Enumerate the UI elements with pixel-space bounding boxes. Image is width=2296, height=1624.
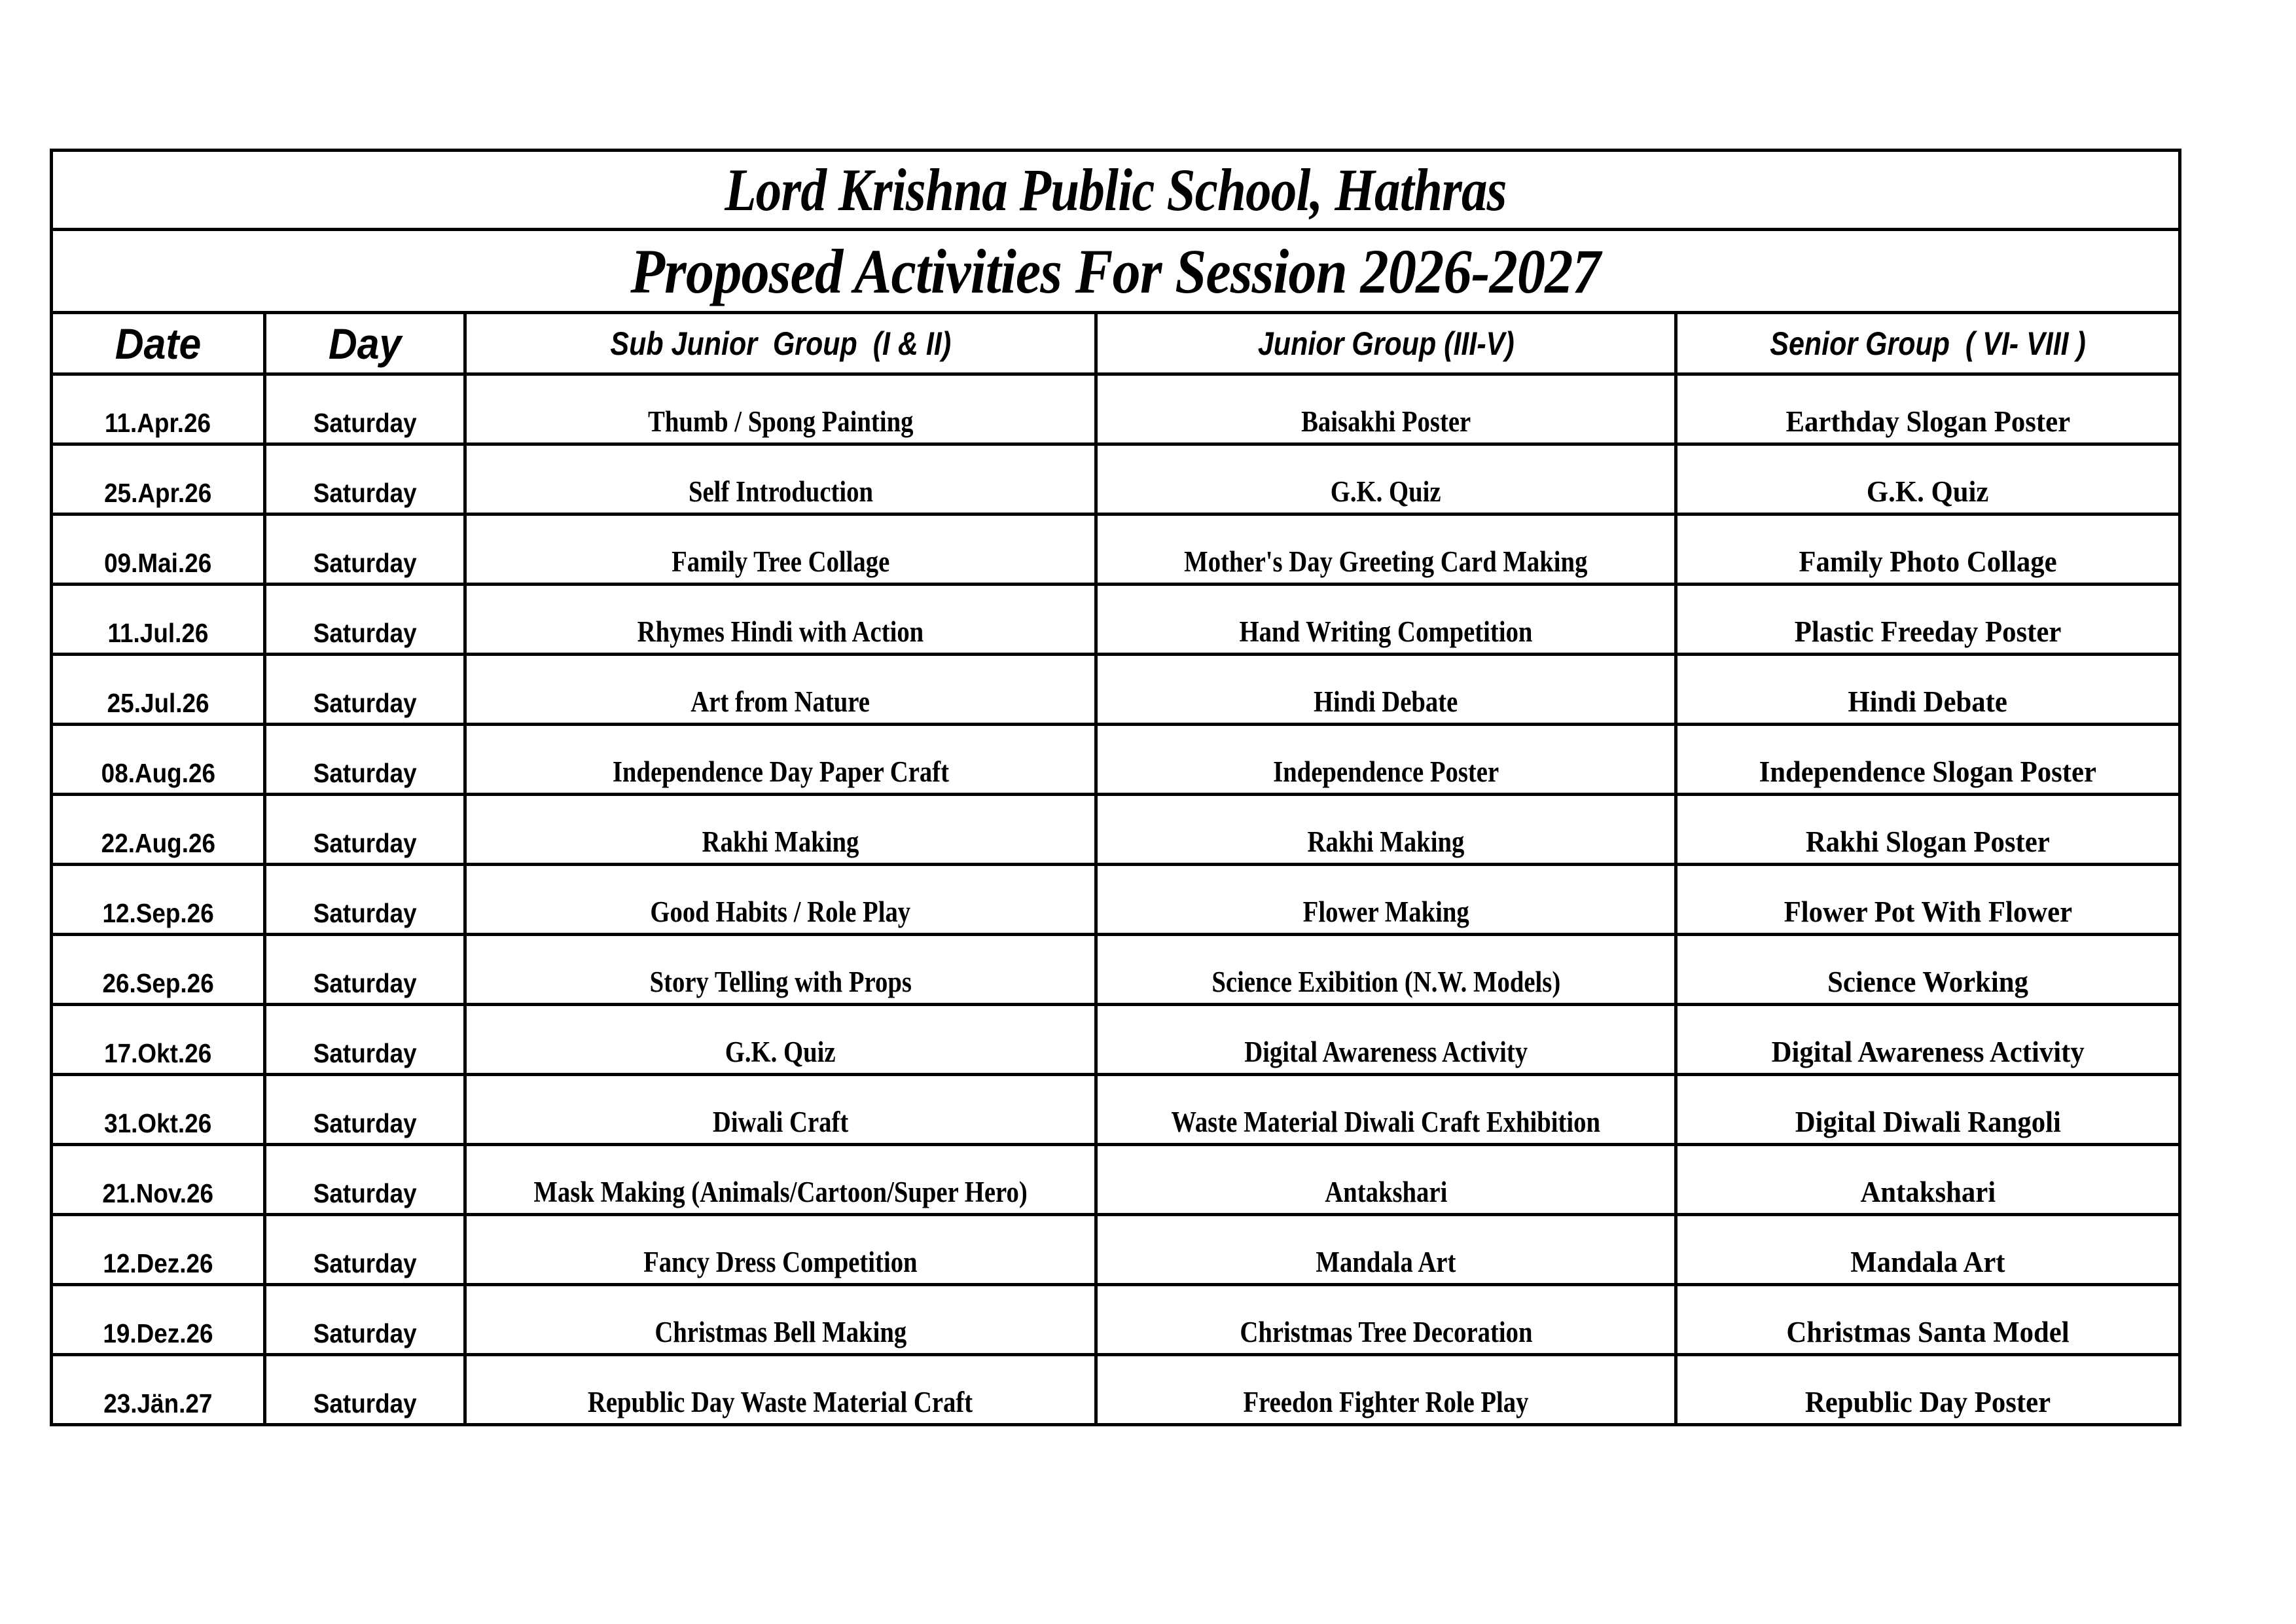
- day-cell: [265, 1285, 465, 1355]
- junior-activity-text: Hand Writing Competition: [1239, 615, 1533, 648]
- table-row: [52, 935, 2180, 1005]
- senior-activity-text: Digital Awareness Activity: [1771, 1036, 2085, 1068]
- senior-activity-text: Independence Slogan Poster: [1759, 755, 2097, 788]
- table-row: [52, 865, 2180, 935]
- sub-junior-activity-cell: [465, 1075, 1096, 1145]
- sub-junior-activity-cell: [465, 795, 1096, 865]
- sub-junior-activity-text: Art from Nature: [691, 685, 870, 718]
- day-cell: [265, 1355, 465, 1425]
- header-junior: [1096, 313, 1676, 374]
- day-cell: [265, 1145, 465, 1215]
- session-subtitle: Proposed Activities For Session 2026-2027: [630, 236, 1601, 306]
- day-text: Saturday: [313, 478, 417, 508]
- date-cell: [52, 1285, 265, 1355]
- junior-activity-cell: [1096, 1285, 1676, 1355]
- day-cell: [265, 865, 465, 935]
- table-row: [52, 655, 2180, 725]
- date-text: 25.Jul.26: [107, 688, 209, 718]
- sub-junior-activity-text: Story Telling with Props: [649, 965, 912, 998]
- day-text: Saturday: [313, 618, 417, 648]
- date-cell: [52, 865, 265, 935]
- table-row: [52, 374, 2180, 444]
- day-text: Saturday: [313, 758, 417, 788]
- day-cell: [265, 1005, 465, 1075]
- table-row: [52, 725, 2180, 795]
- date-cell: [52, 1355, 265, 1425]
- junior-activity-cell: [1096, 444, 1676, 514]
- date-cell: [52, 1145, 265, 1215]
- senior-activity-cell: [1676, 935, 2180, 1005]
- date-text: 31.Okt.26: [104, 1108, 212, 1138]
- date-text: 11.Jul.26: [107, 618, 209, 648]
- junior-activity-text: Christmas Tree Decoration: [1239, 1316, 1533, 1348]
- table-row: [52, 1355, 2180, 1425]
- day-text: Saturday: [313, 898, 417, 928]
- table-row: [52, 514, 2180, 585]
- date-cell: [52, 1215, 265, 1285]
- senior-activity-text: Flower Pot With Flower: [1784, 895, 2072, 928]
- date-cell: [52, 514, 265, 585]
- senior-activity-text: Family Photo Collage: [1799, 545, 2057, 578]
- senior-activity-cell: [1676, 374, 2180, 444]
- date-text: 17.Okt.26: [104, 1038, 212, 1068]
- sub-junior-activity-cell: [465, 585, 1096, 655]
- table-row: [52, 1075, 2180, 1145]
- senior-activity-text: Science Working: [1827, 965, 2028, 998]
- senior-activity-text: Earthday Slogan Poster: [1785, 405, 2070, 438]
- date-cell: [52, 655, 265, 725]
- sub-junior-activity-cell: [465, 374, 1096, 444]
- school-title: Lord Krishna Public School, Hathras: [725, 156, 1507, 223]
- senior-activity-text: Hindi Debate: [1848, 685, 2008, 718]
- subtitle-row: [52, 230, 2180, 313]
- junior-activity-text: Digital Awareness Activity: [1244, 1036, 1528, 1068]
- sub-junior-activity-text: G.K. Quiz: [725, 1036, 836, 1068]
- junior-activity-cell: [1096, 795, 1676, 865]
- header-senior-label: Senior Group ( VI- VIII ): [1770, 325, 2086, 362]
- junior-activity-cell: [1096, 1355, 1676, 1425]
- senior-activity-text: Digital Diwali Rangoli: [1795, 1106, 2061, 1138]
- date-cell: [52, 1075, 265, 1145]
- day-cell: [265, 1215, 465, 1285]
- day-text: Saturday: [313, 548, 417, 578]
- sub-junior-activity-cell: [465, 865, 1096, 935]
- header-junior-label: Junior Group (III-V): [1257, 325, 1515, 362]
- junior-activity-text: Baisakhi Poster: [1300, 405, 1471, 438]
- sub-junior-activity-text: Family Tree Collage: [671, 545, 890, 578]
- sub-junior-activity-cell: [465, 1355, 1096, 1425]
- date-cell: [52, 1005, 265, 1075]
- date-text: 21.Nov.26: [102, 1178, 214, 1208]
- sub-junior-activity-cell: [465, 1215, 1096, 1285]
- senior-activity-text: Mandala Art: [1850, 1246, 2005, 1278]
- column-header-row: [52, 313, 2180, 374]
- day-text: Saturday: [313, 1108, 417, 1138]
- senior-activity-text: Christmas Santa Model: [1786, 1316, 2070, 1348]
- junior-activity-cell: [1096, 374, 1676, 444]
- day-cell: [265, 935, 465, 1005]
- junior-activity-cell: [1096, 865, 1676, 935]
- junior-activity-text: Mandala Art: [1316, 1246, 1456, 1278]
- date-text: 12.Dez.26: [103, 1248, 213, 1278]
- table-row: [52, 1145, 2180, 1215]
- senior-activity-cell: [1676, 1285, 2180, 1355]
- date-text: 26.Sep.26: [102, 968, 214, 998]
- junior-activity-cell: [1096, 935, 1676, 1005]
- day-cell: [265, 585, 465, 655]
- date-cell: [52, 795, 265, 865]
- senior-activity-cell: [1676, 865, 2180, 935]
- sub-junior-activity-cell: [465, 444, 1096, 514]
- date-text: 08.Aug.26: [101, 758, 215, 788]
- junior-activity-cell: [1096, 1215, 1676, 1285]
- sub-junior-activity-cell: [465, 514, 1096, 585]
- date-text: 23.Jän.27: [103, 1388, 213, 1418]
- sub-junior-activity-cell: [465, 725, 1096, 795]
- date-cell: [52, 374, 265, 444]
- sub-junior-activity-text: Christmas Bell Making: [655, 1316, 906, 1348]
- date-cell: [52, 585, 265, 655]
- junior-activity-text: Hindi Debate: [1314, 685, 1458, 718]
- day-cell: [265, 795, 465, 865]
- junior-activity-text: Independence Poster: [1272, 755, 1499, 788]
- table-row: [52, 585, 2180, 655]
- date-text: 12.Sep.26: [102, 898, 214, 928]
- header-day-label: Day: [328, 319, 402, 368]
- sub-junior-activity-cell: [465, 1145, 1096, 1215]
- junior-activity-text: Flower Making: [1302, 895, 1469, 928]
- senior-activity-text: G.K. Quiz: [1867, 475, 1989, 508]
- date-text: 09.Mai.26: [104, 548, 212, 578]
- sub-junior-activity-text: Diwali Craft: [712, 1106, 849, 1138]
- junior-activity-text: Mother's Day Greeting Card Making: [1184, 545, 1588, 578]
- junior-activity-cell: [1096, 655, 1676, 725]
- junior-activity-cell: [1096, 1075, 1676, 1145]
- date-cell: [52, 725, 265, 795]
- title-row: [52, 151, 2180, 230]
- sub-junior-activity-cell: [465, 1005, 1096, 1075]
- sub-junior-activity-text: Republic Day Waste Material Craft: [588, 1386, 973, 1418]
- senior-activity-cell: [1676, 444, 2180, 514]
- date-cell: [52, 935, 265, 1005]
- junior-activity-text: G.K. Quiz: [1331, 475, 1441, 508]
- sub-junior-activity-text: Thumb / Spong Painting: [647, 405, 914, 438]
- senior-activity-cell: [1676, 795, 2180, 865]
- day-cell: [265, 655, 465, 725]
- sub-junior-activity-text: Self Introduction: [688, 475, 873, 508]
- senior-activity-cell: [1676, 514, 2180, 585]
- junior-activity-cell: [1096, 585, 1676, 655]
- header-day: [265, 313, 465, 374]
- day-cell: [265, 444, 465, 514]
- sub-junior-activity-text: Independence Day Paper Craft: [612, 755, 949, 788]
- table-row: [52, 795, 2180, 865]
- junior-activity-cell: [1096, 1005, 1676, 1075]
- junior-activity-cell: [1096, 514, 1676, 585]
- header-sub-junior: [465, 313, 1096, 374]
- table-row: [52, 444, 2180, 514]
- day-cell: [265, 374, 465, 444]
- sub-junior-activity-cell: [465, 935, 1096, 1005]
- senior-activity-cell: [1676, 585, 2180, 655]
- junior-activity-cell: [1096, 725, 1676, 795]
- day-cell: [265, 1075, 465, 1145]
- senior-activity-text: Antakshari: [1860, 1176, 1996, 1208]
- sub-junior-activity-text: Rakhi Making: [702, 825, 859, 858]
- day-text: Saturday: [313, 1038, 417, 1068]
- senior-activity-cell: [1676, 1145, 2180, 1215]
- sub-junior-activity-cell: [465, 655, 1096, 725]
- senior-activity-text: Plastic Freeday Poster: [1794, 615, 2062, 648]
- day-text: Saturday: [313, 408, 417, 438]
- senior-activity-cell: [1676, 1075, 2180, 1145]
- senior-activity-cell: [1676, 725, 2180, 795]
- senior-activity-cell: [1676, 1215, 2180, 1285]
- date-text: 11.Apr.26: [105, 408, 211, 438]
- day-text: Saturday: [313, 1318, 417, 1348]
- junior-activity-text: Science Exibition (N.W. Models): [1211, 965, 1560, 998]
- senior-activity-cell: [1676, 655, 2180, 725]
- day-text: Saturday: [313, 1248, 417, 1278]
- sub-junior-activity-text: Fancy Dress Competition: [643, 1246, 918, 1278]
- header-date-label: Date: [115, 319, 202, 368]
- sub-junior-activity-cell: [465, 1285, 1096, 1355]
- day-text: Saturday: [313, 688, 417, 718]
- junior-activity-cell: [1096, 1145, 1676, 1215]
- date-text: 22.Aug.26: [101, 828, 215, 858]
- day-text: Saturday: [313, 1178, 417, 1208]
- date-text: 19.Dez.26: [103, 1318, 213, 1348]
- junior-activity-text: Rakhi Making: [1307, 825, 1465, 858]
- header-date: [52, 313, 265, 374]
- junior-activity-text: Antakshari: [1324, 1176, 1448, 1208]
- day-cell: [265, 725, 465, 795]
- sub-junior-activity-text: Rhymes Hindi with Action: [637, 615, 924, 648]
- day-text: Saturday: [313, 828, 417, 858]
- table-row: [52, 1285, 2180, 1355]
- activities-table: [50, 149, 2181, 1426]
- sub-junior-activity-text: Good Habits / Role Play: [650, 895, 911, 928]
- header-sub-junior-label: Sub Junior Group (I & II): [610, 325, 951, 362]
- senior-activity-text: Republic Day Poster: [1804, 1386, 2051, 1418]
- day-text: Saturday: [313, 968, 417, 998]
- date-text: 25.Apr.26: [104, 478, 212, 508]
- senior-activity-cell: [1676, 1355, 2180, 1425]
- day-cell: [265, 514, 465, 585]
- junior-activity-text: Freedon Fighter Role Play: [1243, 1386, 1529, 1418]
- title-cell: [52, 151, 2180, 230]
- junior-activity-text: Waste Material Diwali Craft Exhibition: [1171, 1106, 1601, 1138]
- senior-activity-text: Rakhi Slogan Poster: [1806, 825, 2050, 858]
- subtitle-cell: [52, 230, 2180, 313]
- table-row: [52, 1215, 2180, 1285]
- date-cell: [52, 444, 265, 514]
- sub-junior-activity-text: Mask Making (Animals/Cartoon/Super Hero): [533, 1176, 1028, 1208]
- day-text: Saturday: [313, 1388, 417, 1418]
- header-senior: [1676, 313, 2180, 374]
- table-row: [52, 1005, 2180, 1075]
- senior-activity-cell: [1676, 1005, 2180, 1075]
